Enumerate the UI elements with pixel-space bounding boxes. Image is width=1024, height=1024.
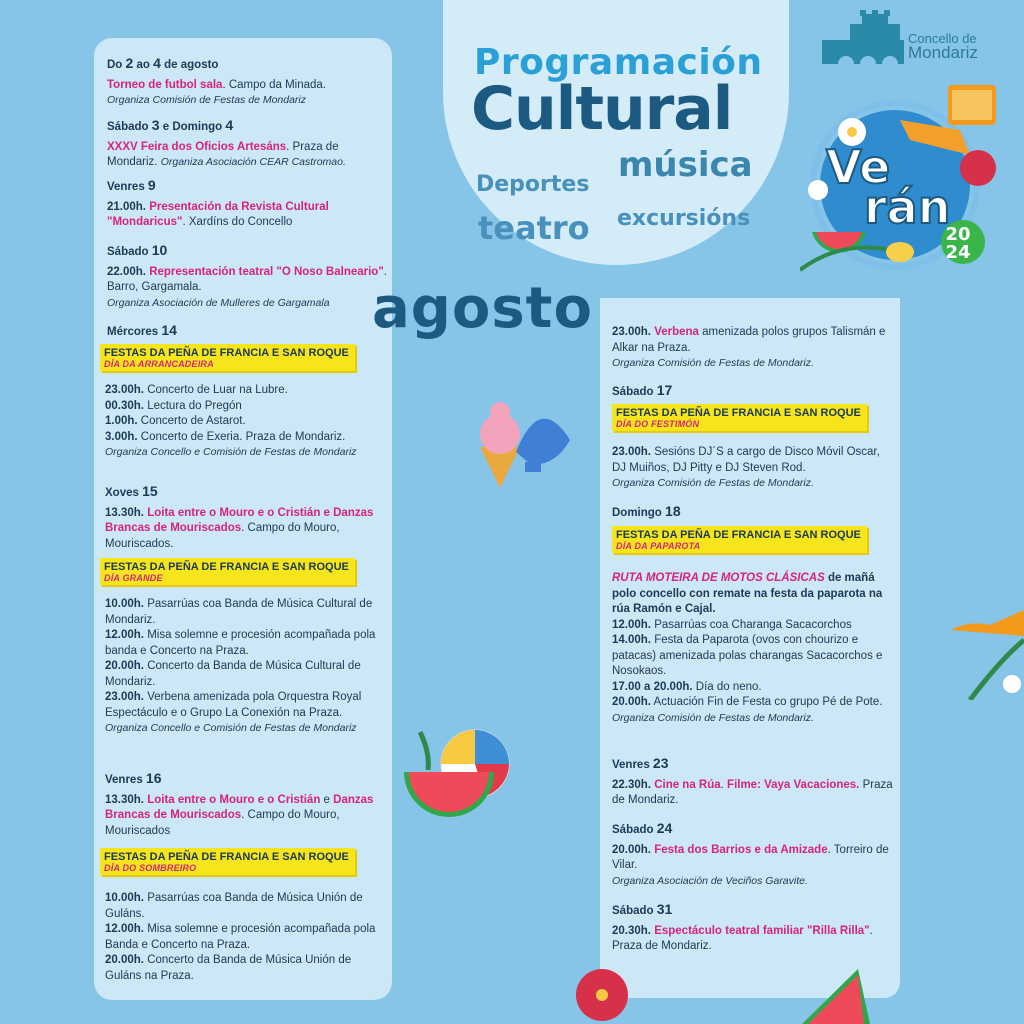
- event-title: XXXV Feira dos Oficios Artesáns: [107, 140, 287, 153]
- event-3-4-agosto: Sábado 3 e Domingo 4 XXXV Feira dos Oficios Artesáns. Praza de Mondariz. Organiza Asociación CEAR Castromao.: [107, 118, 387, 171]
- event-sabado-24: Sábado 24 20.00h. Festa dos Barrios e da Amizade. Torreiro de Vilar. Organiza Asociación de Veciños Garavite.: [612, 821, 894, 889]
- event-venres-16: Venres 16 13.30h. Loita entre o Mouro e o Cristián e Danzas Brancas de Mouriscados. Campo do Mouro, Mouriscados: [105, 771, 385, 839]
- trumpet-palm-icon: [950, 600, 1024, 700]
- logo-line2: Mondariz: [908, 43, 978, 62]
- event-title: Espectáculo teatral familiar "Rilla Rilla": [651, 924, 870, 937]
- event-xoves-15: Xoves 15 13.30h. Loita entre o Mouro e o Cristián e Danzas Brancas de Mouriscados. Campo do Mouro, Mouriscados.: [105, 484, 385, 552]
- word-musica: música: [618, 145, 753, 185]
- event-date: Xoves 15: [105, 483, 158, 499]
- year-bottom: 24: [945, 242, 971, 263]
- event-verbena-23h: 23.00h. Verbena amenizada polos grupos Talismán e Alkar na Praza. Organiza Comisión de Festas de Mondariz.: [612, 325, 894, 372]
- event-date: Do 2 ao 4 de agosto: [107, 55, 219, 71]
- event-2-4-agosto: Do 2 ao 4 de agosto Torneo de futbol sala. Campo da Minada. Organiza Comisión de Festas de Mondariz: [107, 56, 387, 109]
- watermelon-beachball-icon: [400, 712, 515, 820]
- event-title: Cine na Rúa: [651, 778, 721, 791]
- event-title: Loita entre o Mouro e o Cristián: [144, 793, 321, 806]
- event-mercores-14: [107, 323, 387, 341]
- event-date: Venres 16: [105, 770, 162, 786]
- year-top: 20: [945, 224, 971, 245]
- watermelon-slice-icon: [798, 965, 870, 1024]
- fiesta-banner: FESTAS DA PEÑA DE FRANCIA E SAN ROQUE DÍA DA ARRANCADEIRA: [100, 344, 355, 371]
- word-teatro: teatro: [478, 209, 590, 247]
- event-date: Domingo 18: [612, 503, 681, 519]
- event-title: Festa dos Barrios e da Amizade: [651, 843, 828, 856]
- event-sabado-17-program: 23.00h. Sesións DJ´S a cargo de Disco Móvil Oscar, DJ Muiños, DJ Pitty e DJ Steven Rod. Organiza Comisión de Festas de Mondariz.: [612, 445, 894, 492]
- month-title: agosto: [372, 276, 593, 341]
- title-programacion: Programación: [474, 42, 763, 83]
- logo-text: [908, 32, 978, 60]
- event-sabado-17: [612, 383, 894, 401]
- event-date: Mércores 14: [107, 322, 177, 338]
- event-organizer: Organiza Asociación de Veciños Garavite.: [612, 874, 808, 887]
- event-domingo-18-program: RUTA MOTEIRA DE MOTOS CLÁSICAS de mañá polo concello con remate na festa da paparota na rúa Ramón e Cajal. 12.00h. Pasarrúas coa Charanga Sacacorchos 14.00h. Festa da Paparota (ovos con chourizo e patacas) amenizada polas charangas Sacacorchos e Nosokaos. 17.00 a 20.00h. Día do neno. 20.00h. Actuación Fin de Festa co grupo Pé de Pote. Organiza Comisión de Festas de Mondariz.: [612, 571, 898, 726]
- event-title: Verbena: [651, 326, 699, 338]
- event-organizer: Organiza Asociación de Mulleres de Gargamala: [107, 296, 330, 309]
- event-sabado-10: Sábado 10 22.00h. Representación teatral "O Noso Balneario". Barro, Gargamala. Organiza Asociación de Mulleres de Gargamala: [107, 243, 387, 311]
- event-date: Sábado 24: [612, 820, 673, 836]
- event-organizer: Organiza Concello e Comisión de Festas de Mondariz: [105, 446, 357, 458]
- event-title: Representación teatral "O Noso Balneario": [146, 265, 384, 278]
- veran-word1: Ve: [826, 140, 891, 194]
- event-mercores-14-program: 23.00h. Concerto de Luar na Lubre. 00.30h. Lectura do Pregón 1.00h. Concerto de Astarot. 3.00h. Concerto de Exeria. Praza de Mondariz. Organiza Concello e Comisión de Festas de Mondariz: [105, 383, 385, 461]
- fiesta-banner: FESTAS DA PEÑA DE FRANCIA E SAN ROQUE DÍA DO SOMBREIRO: [100, 848, 355, 875]
- event-organizer: Organiza Comisión de Festas de Mondariz.: [612, 711, 814, 724]
- event-date: Venres 9: [107, 177, 156, 193]
- event-date: Venres 23: [612, 755, 669, 771]
- event-organizer: Organiza Comisión de Festas de Mondariz.: [612, 477, 814, 489]
- event-venres-16-program: 10.00h. Pasarrúas coa Banda de Música Unión de Guláns. 12.00h. Misa solemne e procesión acompañada pola Banda e Concerto na Praza. 20.00h. Concerto da Banda de Música Unión de Guláns na Praza.: [105, 892, 376, 982]
- event-sabado-31: Sábado 31 20.30h. Espectáculo teatral familiar "Rilla Rilla". Praza de Mondariz.: [612, 902, 894, 955]
- event-organizer: Organiza Concello e Comisión de Festas de Mondariz: [105, 722, 357, 734]
- event-domingo-18: [612, 504, 894, 522]
- event-organizer: Organiza Comisión de Festas de Mondariz.: [612, 357, 814, 369]
- veran-word2: rán: [864, 180, 951, 234]
- event-title: Presentación da Revista Cultural "Mondaricus": [107, 200, 329, 228]
- ice-cream-shell-icon: [470, 392, 575, 492]
- event-venres-23: Venres 23 22.30h. Cine na Rúa. Filme: Vaya Vacaciones. Praza de Mondariz.: [612, 755, 893, 806]
- event-date: Sábado 10: [107, 242, 168, 258]
- event-title: Torneo de futbol sala: [107, 78, 223, 91]
- logo-line1: Concello de: [908, 31, 977, 46]
- fiesta-banner: FESTAS DA PEÑA DE FRANCIA E SAN ROQUE DÍA DO FESTIMÓN: [612, 404, 867, 431]
- veran-year: [944, 226, 972, 262]
- hibiscus-flower-icon: [572, 965, 632, 1024]
- event-xoves-15-program: 10.00h. Pasarrúas coa Banda de Música Cultural de Mondariz. 12.00h. Misa solemne e procesión acompañada pola banda e Concerto na Praza. 20.00h. Concerto da Banda de Música Cultural de Mondariz. 23.00h. Verbena amenizada pola Orquestra Royal Espectáculo e o Grupo La Conexión na Praza. Organiza Concello e Comisión de Festas de Mondariz: [105, 597, 385, 737]
- word-deportes: Deportes: [476, 172, 590, 197]
- event-organizer: Organiza Comisión de Festas de Mondariz: [107, 94, 307, 106]
- ruta-title: RUTA MOTEIRA DE MOTOS CLÁSICAS: [612, 572, 825, 584]
- word-excursions: excursións: [617, 206, 751, 231]
- event-title: Loita entre o Mouro e o Cristián e Danzas Brancas de Mouriscados: [105, 506, 374, 534]
- event-date: Sábado 31: [612, 901, 673, 917]
- event-venres-9: Venres 9 21.00h. Presentación da Revista Cultural "Mondaricus". Xardíns do Concello: [107, 178, 387, 231]
- event-date: Sábado 17: [612, 382, 673, 398]
- fiesta-banner: FESTAS DA PEÑA DE FRANCIA E SAN ROQUE DÍA DA PAPAROTA: [612, 526, 867, 553]
- title-cultural: Cultural: [471, 74, 733, 144]
- event-date: Sábado 3 e Domingo 4: [107, 117, 234, 133]
- fiesta-banner: FESTAS DA PEÑA DE FRANCIA E SAN ROQUE DÍA GRANDE: [100, 558, 355, 585]
- event-organizer: Organiza Asociación CEAR Castromao.: [160, 156, 346, 168]
